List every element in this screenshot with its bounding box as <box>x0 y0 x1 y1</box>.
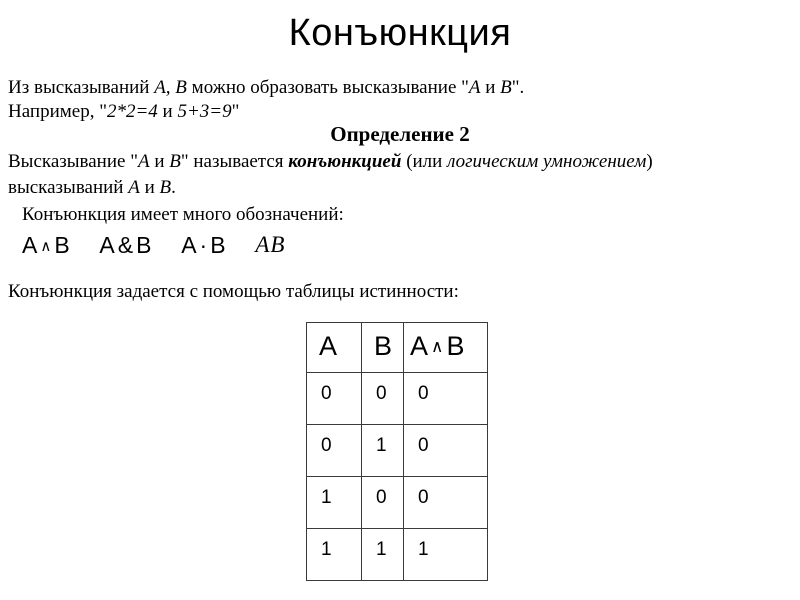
intro-text: и <box>480 77 501 98</box>
truth-table-header-row <box>307 323 488 373</box>
truth-table <box>306 322 488 581</box>
table-row <box>307 529 488 581</box>
definition-text: " называется <box>180 151 289 172</box>
example-expr-1: 2*2=4 <box>106 101 158 122</box>
header-var-a: A <box>410 331 429 361</box>
cell-b: 0 <box>362 477 404 529</box>
truth-table-intro: Конъюнкция задается с помощью таблицы истинности: <box>8 281 459 302</box>
definition-alt-term: логическим умножением <box>447 151 647 172</box>
cell-a: 0 <box>307 425 362 477</box>
wedge-operator: ∧ <box>40 238 52 255</box>
intro-text: ". <box>511 77 525 98</box>
notation-ampersand <box>99 232 151 259</box>
cell-b: 1 <box>362 425 404 477</box>
definition-var-b: B <box>159 177 172 198</box>
definition-term: конъюнкцией <box>288 151 402 172</box>
definition-text: Высказывание " <box>8 151 138 172</box>
notation-list <box>22 232 309 262</box>
definition-text: высказываний <box>8 177 129 198</box>
cell-a: 1 <box>307 477 362 529</box>
definition-line-2 <box>8 177 176 199</box>
definition-text: . <box>171 177 176 198</box>
page-title: Конъюнкция <box>288 12 512 54</box>
table-row <box>307 477 488 529</box>
wedge-operator: ∧ <box>431 337 444 356</box>
notation-var-b: B <box>210 232 226 258</box>
header-var-b: B <box>446 331 465 361</box>
notation-var-a: A <box>181 232 197 258</box>
cell-a-and-b: 0 <box>404 477 488 529</box>
notation-var-a: A <box>22 232 38 258</box>
definition-var-b: B <box>169 151 181 172</box>
definition-heading: Определение 2 <box>330 122 470 146</box>
cell-b: 0 <box>362 373 404 425</box>
intro-line-1 <box>8 77 524 99</box>
definition-text: ) <box>646 151 653 172</box>
definition-text: и <box>139 177 160 198</box>
example-text: " <box>231 101 240 122</box>
definition-var-a: A <box>137 151 150 172</box>
cell-b: 1 <box>362 529 404 581</box>
cell-a-and-b: 0 <box>404 373 488 425</box>
intro-text: можно образовать высказывание " <box>186 77 469 98</box>
notation-wedge <box>22 232 70 259</box>
header-a: A <box>307 323 362 373</box>
definition-text: и <box>149 151 170 172</box>
notation-intro: Конъюнкция имеет много обозначений: <box>22 204 344 225</box>
notation-var-a: A <box>99 232 115 258</box>
cell-a: 1 <box>307 529 362 581</box>
definition-text: (или <box>401 151 448 172</box>
table-row <box>307 373 488 425</box>
notation-dot <box>181 232 225 259</box>
definition-var-a: A <box>128 177 140 198</box>
example-text: и <box>157 101 178 122</box>
intro-vars: A, B <box>154 77 187 98</box>
example-text: Например, " <box>8 101 107 122</box>
intro-expr-b: B <box>500 77 512 98</box>
intro-line-2 <box>8 101 239 123</box>
header-b: B <box>362 323 404 373</box>
notation-var-b: B <box>54 232 70 258</box>
notation-concat: AB <box>255 232 286 257</box>
definition-line-1 <box>8 151 653 173</box>
table-row <box>307 425 488 477</box>
cell-a: 0 <box>307 373 362 425</box>
intro-expr-a: A <box>468 77 481 98</box>
cell-a-and-b: 0 <box>404 425 488 477</box>
example-expr-2: 5+3=9 <box>177 101 232 122</box>
notation-var-b: B <box>136 232 152 258</box>
cell-a-and-b: 1 <box>404 529 488 581</box>
intro-text: Из высказываний <box>8 77 155 98</box>
dot-operator: · <box>199 232 208 258</box>
header-a-and-b <box>404 323 488 373</box>
ampersand-operator: & <box>117 232 134 258</box>
